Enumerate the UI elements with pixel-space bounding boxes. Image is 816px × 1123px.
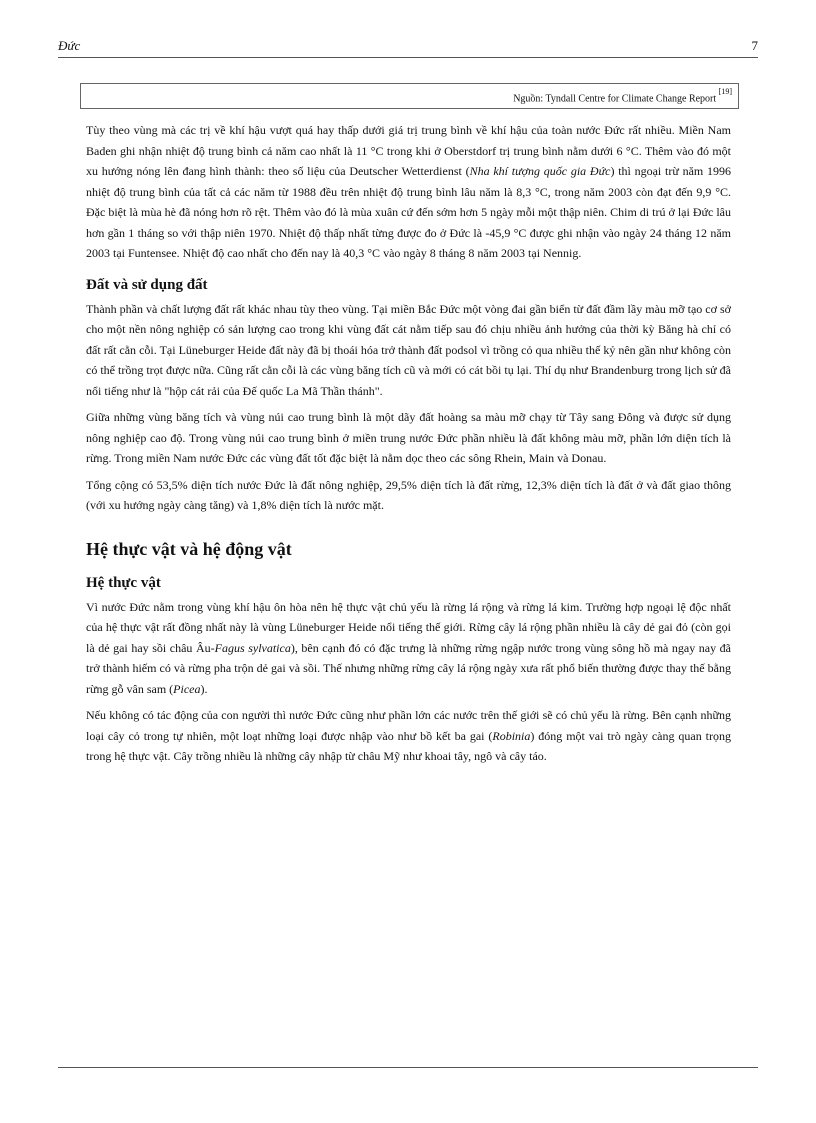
running-header [58, 38, 758, 58]
italic-text-run: Fagus sylvatica [214, 640, 291, 655]
soil-paragraph-3: Tổng cộng có 53,5% diện tích nước Đức là đất nông nghiệp, 29,5% diện tích là đất rừng, 12,3% diện tích là đất ở và đất giao thông (với xu hướng ngày càng tăng) và 1,8% diện tích là nước mặt. [86, 477, 731, 512]
text-run: Nếu không có tác động của con người thì nước Đức cũng như phần lớn các nước trên thế giới sẽ có chủ yếu là rừng. Bên cạnh những loại cây cỏ trong tự nhiên, một loạt những loại được nhập vào như bồ kết ba gai ( [86, 708, 731, 743]
soil-paragraph-2: Giữa những vùng băng tích và vùng núi cao trung bình là một dãy đất hoàng sa màu mỡ chạy từ Tây sang Đông và được sử dụng nông nghiệp cao độ. Trong vùng núi cao trung bình ở miền trung nước Đức phần nhiều là đất không màu mỡ, phần lớn diện tích là rừng. Trong miền Nam nước Đức các vùng đất tốt đặc biệt là nằm dọc theo các sông Rhein, Main và Donau. [86, 410, 731, 465]
text-run: ), bên cạnh đó có đặc trưng là những rừng ngập nước trong vùng sông hồ mà ngay nay đã trở thành hiếm có và rừng pha trộn dẻ gai và sồi. Thế nhưng những rừng cây lá rộng ngày xưa rất phổ biến thường được thay thế bằng rừng gỗ vân sam ( [86, 640, 732, 696]
running-header-title: Đức [58, 38, 81, 53]
page-number: 7 [751, 38, 758, 53]
figure-source-caption [513, 87, 732, 105]
footer-divider [58, 1067, 758, 1068]
flora-paragraph-1 [86, 597, 731, 700]
text-run: Tùy theo vùng mà các trị về khí hậu vượt quá hay thấp dưới giá trị trung bình về khí hậu của toàn nước Đức rất nhiều. Miền Nam Baden ghi nhận nhiệt độ trung bình cả năm cao nhất là 11 °C trong khi ở Oberstdorf trị trung bình nằm dưới 6 °C. Thêm vào đó một xu hướng nóng lên đang hình thành: theo số liệu của Deutscher Wetterdienst ( [86, 123, 731, 178]
soil-paragraph-1: Thành phần và chất lượng đất rất khác nhau tùy theo vùng. Tại miền Bắc Đức một vòng đai gần biển từ đất đầm lầy màu mỡ tạo cơ sở cho một nền nông nghiệp có sản lượng cao trong khi vùng đất cát nằm tiếp sau đó chịu nhiều ảnh hưởng của thời kỳ Băng hà chỉ có đất rất cằn cỗi. Tại Lüneburger Heide đất này đã bị thoái hóa trở thành đất podsol vì trồng cỏ qua nhiều thế kỷ nên gần như không còn có thể trồng trọt được nữa. Cũng rất cằn cỗi là các vùng băng tích cũ và mới có cát bồi tụ lại. Thí dụ như Brandenburg trong lịch sử đã nổi tiếng như là "hộp cát rải của Đế quốc La Mã Thần thánh". [86, 301, 731, 398]
italic-text-run: Robinia [492, 728, 531, 743]
text-run: ) thì ngoại trừ năm 1996 nhiệt độ trung bình của tất cả các năm từ 1988 đều trên nhiệt độ trung bình lâu năm là 8,3 °C, trong năm 2003 còn đạt đến 9,9 °C. Đặc biệt là mùa hè đã nóng hơn rõ rệt. Thêm vào đó là mùa xuân cứ đến sớm hơn 5 ngày mỗi một thập niên. Chim di trú ở lại Đức lâu hơn gần 1 tháng so với thập niên 1970. Nhiệt độ thấp nhất từng được đo ở Đức là -45,9 °C được ghi nhận vào ngày 24 tháng 12 năm 2003 tại Funtensee. Nhiệt độ cao nhất cho đến nay là 40,3 °C vào ngày 8 tháng 8 năm 2003 tại Nennig. [86, 164, 731, 260]
text-run: Vì nước Đức nằm trong vùng khí hậu ôn hòa nên hệ thực vật chủ yếu là rừng lá rộng và rừng lá kim. Trường hợp ngoại lệ độc nhất của hệ thực vật rất đồng nhất này là vùng Lüneburger Heide nổi tiếng thế giới. Rừng cây lá rộng phần nhiều là cây dẻ gai đỏ (còn gọi là dẻ gai hay sồi châu Âu- [86, 599, 731, 655]
italic-text-run: Nha khí tượng quốc gia Đức [469, 164, 611, 178]
main-content [86, 120, 731, 773]
figure-source-caption-box [80, 83, 739, 109]
italic-text-run: Picea [173, 681, 201, 696]
flora-paragraph-2 [86, 705, 731, 767]
source-caption-text: Nguồn: Tyndall Centre for Climate Change Report [513, 93, 717, 105]
text-run: ) đóng một vai trò ngày càng quan trọng trong hệ thực vật. Cây trồng nhiều là những cây nhập từ châu Mỹ như khoai tây, ngô và cây táo. [86, 728, 731, 763]
soil-heading: Đất và sử dụng đất [86, 276, 208, 293]
flora-heading: Hệ thực vật [86, 574, 161, 591]
flora-fauna-heading: Hệ thực vật và hệ động vật [86, 538, 292, 559]
text-run: ). [200, 681, 208, 696]
header-divider [58, 57, 758, 58]
climate-paragraph [86, 120, 731, 264]
source-caption-ref: [19] [718, 87, 732, 96]
